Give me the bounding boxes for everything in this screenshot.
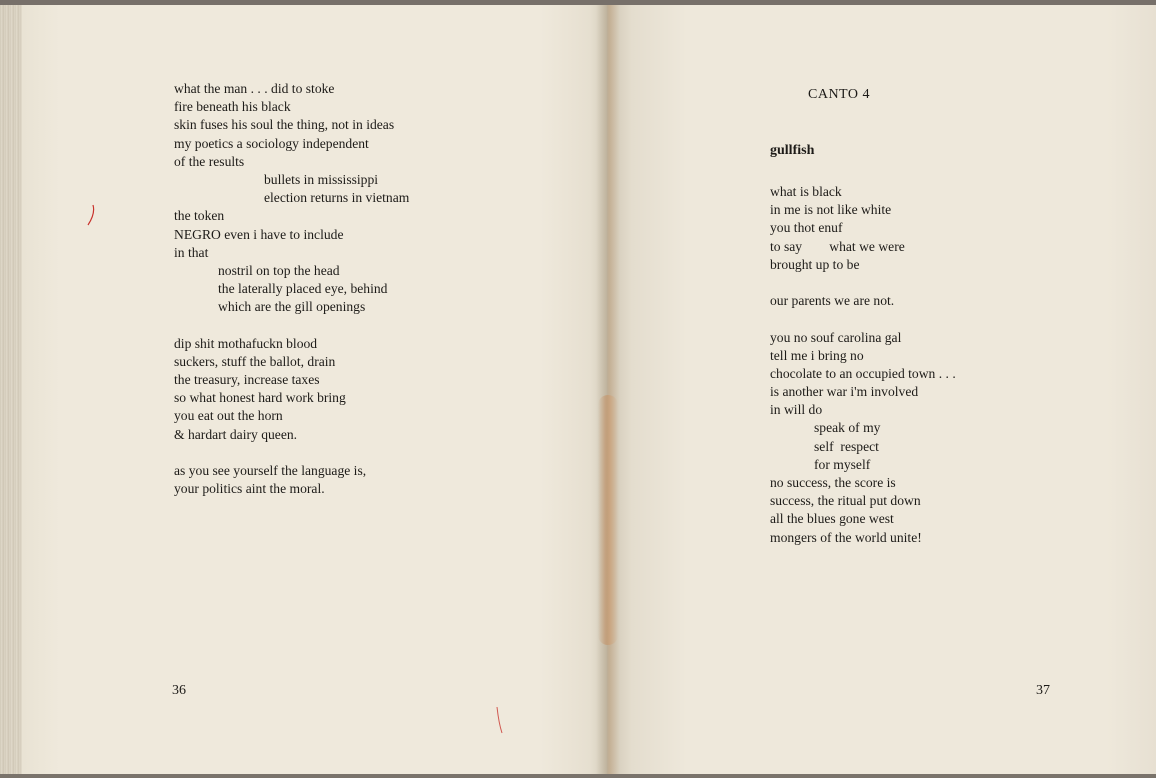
poem-line: skin fuses his soul the thing, not in ideas xyxy=(174,117,395,133)
background-edge xyxy=(0,774,1156,778)
poem-line: what is black xyxy=(770,184,842,199)
poem-line: which are the gill openings xyxy=(218,299,366,315)
stanza-break xyxy=(770,310,956,328)
poem-line: no success, the score is xyxy=(770,475,896,490)
poem-line: the treasury, increase taxes xyxy=(174,372,320,387)
poem-line: in me is not like white xyxy=(770,202,892,218)
poem-line: to say what we were xyxy=(770,238,905,254)
poem-line: for myself xyxy=(814,456,871,472)
poem-line: brought up to be xyxy=(770,256,860,272)
poem-line: the token xyxy=(174,208,225,224)
poem-line: mongers of the world unite! xyxy=(770,529,922,545)
stanza-break xyxy=(174,316,409,334)
poem-line: is another war i'm involved xyxy=(770,384,919,400)
poem-line: your politics aint the moral. xyxy=(174,481,325,497)
poem-line: chocolate to an occupied town . . . xyxy=(770,365,956,381)
poem-line: nostril on top the head xyxy=(218,262,340,278)
poem-line: speak of my xyxy=(814,420,881,436)
poem-line: you eat out the horn xyxy=(174,408,283,424)
poem-line: the laterally placed eye, behind xyxy=(218,281,388,297)
page-number-left: 36 xyxy=(172,683,186,698)
poem-line: suckers, stuff the ballot, drain xyxy=(174,353,336,369)
poem-line: what the man . . . did to stoke xyxy=(174,81,335,96)
page-number-right: 37 xyxy=(1036,683,1050,698)
poem-line: in will do xyxy=(770,402,823,418)
poem-line: self respect xyxy=(814,438,879,454)
binding-tape xyxy=(598,395,618,645)
poem-line: in that xyxy=(174,244,209,260)
right-page xyxy=(607,0,1156,778)
poem-line: dip shit mothafuckn blood xyxy=(174,335,318,351)
poem-line: you thot enuf xyxy=(770,220,843,236)
poem-line: you no souf carolina gal xyxy=(770,329,902,345)
poem-line: tell me i bring no xyxy=(770,347,864,363)
stanza-break xyxy=(174,444,409,462)
book-gutter xyxy=(596,0,620,778)
poem-title: gullfish xyxy=(770,143,815,158)
poem-line: so what honest hard work bring xyxy=(174,390,346,406)
canto-title: CANTO 4 xyxy=(808,87,870,102)
poem-line: & hardart dairy queen. xyxy=(174,426,298,442)
poem-line: my poetics a sociology independent xyxy=(174,135,369,151)
poem-line: fire beneath his black xyxy=(174,99,291,115)
poem-line: success, the ritual put down xyxy=(770,493,921,509)
poem-line: NEGRO even i have to include xyxy=(174,226,344,242)
poem-line: election returns in vietnam xyxy=(264,190,410,206)
page-edges xyxy=(0,0,22,778)
poem-line: all the blues gone west xyxy=(770,511,894,527)
stanza-break xyxy=(770,274,956,292)
red-pen-mark xyxy=(494,706,504,734)
poem-line: as you see yourself the language is, xyxy=(174,462,367,478)
poem-line: our parents we are not. xyxy=(770,293,895,309)
background-edge xyxy=(0,0,1156,5)
poem-line: bullets in mississippi xyxy=(264,171,379,187)
poem-line: of the results xyxy=(174,153,245,169)
left-poem-text xyxy=(174,80,409,498)
right-poem-text xyxy=(770,183,956,547)
red-pen-mark xyxy=(86,204,96,226)
